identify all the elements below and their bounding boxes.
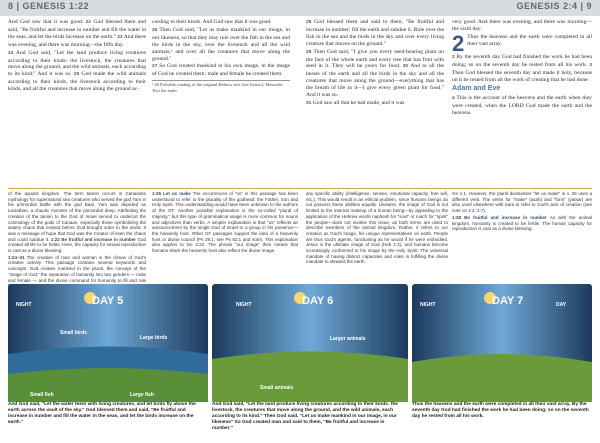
scripture-paragraph [8, 19, 146, 49]
scripture-paragraph [452, 19, 592, 33]
day6-label: DAY 6 [302, 295, 334, 307]
study-notes-column-1 [8, 191, 146, 290]
header-right: GENESIS 2:4 | 9 [516, 1, 592, 11]
note-text: God created all life to be fertile. Here, the capacity for sexual reproduction is cast as a divine blessing. [8, 236, 146, 254]
verse-text: God made the wild animals according to their kinds, the livestock according to their kinds, and all the creatures that move along the ground ac- [8, 71, 146, 93]
verse-text: By the seventh day God had finished the work he had been doing; so on the seventh day he rested from all his work. [452, 53, 592, 68]
day5-label: DAY 5 [92, 295, 124, 307]
verse-text: So God created mankind in his own image, in the image of God he created them; male and female he created them. [152, 63, 290, 78]
large-fish-label: Large fish [130, 392, 154, 398]
verse-text: Then God said, "I give you every seed-bearing plant on the face of the whole earth and every tree that has fruit with seed in it. They will be yours for food. [306, 48, 444, 70]
verse-text: Thus the heavens and the earth were completed in all their vast array. [467, 33, 592, 47]
verse-number: 30 [402, 64, 409, 70]
note-reference: 1:22 Be fruitful and increase in number [50, 236, 136, 242]
verse-text: cording to their kinds. And God saw that it was good. [152, 19, 272, 25]
caption-day6: And God said, "Let the land produce living creatures according to their kinds: the livestock, the creatures that move along the ground, and the wild animals, each according to its kind." Then God said, "Let us make mankind in our image, in our likeness" So God created man and said to them, "Be fruitful and increase in number." [212, 402, 398, 431]
scripture-paragraph [152, 63, 290, 78]
scripture-paragraph [306, 49, 444, 99]
section-heading: Adam and Eve [452, 85, 501, 93]
small-birds-label: Small birds [60, 330, 87, 336]
verse-text: And God said, "Let the land produce living creatures according to their kinds: the livestock, the creatures that move along the ground, and the wild animals, each according to its kind." And it was so. [8, 49, 146, 78]
verse-text: And there was evening, and there was morning—the fifth day. [8, 33, 147, 48]
verse-text: And to all the beasts of the earth and all the birds in the sky and all the creatures that move along the ground—everything that has the breath of life in it—I give every green plant for food." And it was so. [306, 63, 444, 99]
note-reference: 1:24–31 [8, 254, 25, 260]
note-text: of the aquatic kingdom. The term tannin occurs in Canaanite mythology for supernatural sea creatures who served the god Yam in his primordial battle with the god Baal. Yam was depicted as Leviathan, a chaotic monster of the primordial deep. Attributing the creation of the tannin to the God of Israel served to undercut the cosmology of the gods of Canaan, especially those symbolizing the watery chaos that existed before God brought order to the world. It was a message of hope that God was the Creator of even the chaos and could subdue it. [8, 191, 146, 242]
day5-panel [8, 284, 208, 402]
day-label: DAY [556, 302, 567, 308]
scripture-paragraph [8, 50, 146, 93]
study-note [8, 191, 146, 254]
day6-panel [212, 284, 408, 402]
note-reference: 1:26 Let us make [152, 191, 191, 196]
footnote: ᵃ 26 Probable reading of the original Hebrew text (see Syriac); Masoretic Text the earth [152, 80, 290, 93]
verse-text: God blessed them and said, "Be fruitful and increase in number and fill the water in the seas, and let the birds increase on the earth." [8, 19, 147, 40]
night-label: NIGHT [236, 302, 252, 308]
verse-number: 28 [306, 20, 312, 25]
large-birds-label: Large birds [140, 335, 168, 341]
verse-text: God blessed them and said to them, "Be fruitful and increase in number; fill the earth and subdue it. Rule over the fish in the sea and the birds in the sky and over every living creature that moves on the ground." [306, 19, 445, 47]
small-fish-label: Small fish [30, 392, 54, 398]
scripture-paragraph [152, 27, 290, 63]
verse-number: 25 [73, 72, 80, 78]
night-label: NIGHT [420, 302, 436, 308]
verse-number: 22 [85, 20, 91, 25]
night-label: NIGHT [16, 302, 32, 308]
verse-number: 31 [306, 100, 312, 106]
note-text: Ge 1:1. However, the plural declarative "let us make" in v. 26 uses a different verb. The verbs for "make" (asah) and "form" (yatsar) are also used elsewhere with bara to refer to God's acts of creation (see note on 2:2; 2:7). [452, 191, 592, 214]
verse-number: 24 [8, 50, 14, 56]
scripture-paragraph [152, 19, 290, 26]
study-notes-column-3 [306, 191, 448, 266]
scripture-paragraph [452, 30, 592, 56]
note-text: As with the animal kingdom, humanity is created to be fertile. The human capacity for reproduction is cast as a divine blessing. [452, 214, 592, 232]
notes-divider [8, 188, 592, 189]
verse-text: very good. And there was evening, and there was morning—the sixth day. [452, 19, 592, 32]
study-note [452, 191, 592, 214]
verse-number: 26 [152, 27, 158, 33]
scripture-paragraph [452, 95, 592, 117]
scripture-column-2 [152, 19, 290, 93]
verse-number: 27 [152, 64, 158, 70]
verse-number: 23 [117, 34, 123, 40]
verse-text: Then God blessed the seventh day and made it holy, because on it he rested from all the work of creating that he had done. [452, 69, 592, 83]
scripture-column-3 [306, 19, 444, 109]
day7-panel [412, 284, 592, 402]
scripture-column-4 [452, 19, 592, 118]
header-left: 8 | GENESIS 1:22 [8, 1, 90, 11]
study-note [452, 215, 592, 232]
page-header [0, 0, 600, 16]
study-notes-column-2 [152, 191, 298, 255]
study-notes-column-4 [452, 191, 592, 233]
scripture-paragraph [306, 19, 444, 48]
chapter-number: 2 [452, 30, 465, 56]
scripture-paragraph [452, 54, 592, 84]
scripture-paragraph [306, 100, 444, 108]
verse-text: Then God said, "Let us make mankind in our image, in our likeness, so that they may rule over the fish in the sea and the birds in the sky, over the livestock and all the wild animals,ᵃ and over all the creatures that move along the ground." [152, 26, 290, 62]
verse-number: 2 [452, 54, 455, 60]
note-reference: 1:28 Be fruitful and increase in number [452, 214, 547, 220]
verse-number: 4 [452, 96, 455, 102]
study-note [306, 191, 448, 265]
verse-text: This is the account of the heavens and the earth when they were created, when the LORD God made the earth and the heavens. [452, 95, 592, 117]
larger-animals-label: Larger animals [330, 336, 366, 342]
verse-number: 29 [306, 49, 312, 55]
note-text: The occurrences of "us" in this passage has been understood to refer to the plurality of the godhead: the Father, Son and Holy Spirit. This understanding would have been unknown to the authors of the OT. Another possible explanation is the so-called "plural of majesty," but this type of grammatical usage is more common for nouns and adjectives than verbs. A simpler explanation is that "us" reflects an announcement by the single God of Israel to a group in his presence—the heavenly host. Other OT passages support the idea of a heavenly host or divine council (Ps 29:1; see Ps 82:1 and note). This explanation also applies to Ge 3:22. The phrase "our image" then means that humans share the heavenly host also reflect the divine image. [152, 191, 298, 254]
study-note [152, 191, 298, 254]
creation-days-illustration [0, 284, 600, 402]
verse-text: God saw all that he had made, and it was [312, 99, 405, 106]
caption-day5: And God said, "Let the water teem with living creatures, and let birds fly above the earth across the vault of the sky." God blessed them and said, "Be fruitful and increase in number and fill the water in the seas, and let the birds increase on the earth." [8, 402, 196, 425]
day7-label: DAY 7 [492, 295, 524, 307]
verse-number: 3 [589, 62, 592, 68]
note-text: The creation of man and woman is the climax of God's creative activity. This passage contains several keywords and concepts. God creates mankind in the plural, the concept of the "image of God," the separation of humanity into two genders — male and female — and the divine command for humanity to fill and rule [8, 254, 146, 283]
note-text: any specific ability (intelligence, senses, emotional capacity, free will, etc.). This would result in an ethical problem, since humans beings do not possess these abilities equally. Likewise, the image of God is not limited to the internal makeup of a human being—by appealing to the application of the Hebrew words naphesh for "soul" or ruach for "spirit" the people—does not involve this issue, as both terms are used to describe members of the animal kingdom. Rather, it refers to our creation as God's image, his unique representatives on earth. People are thus God's agents, functioning as he would if he were embodied. Jesus is the ultimate image of God (Heb 1:3), and humans become increasingly conformed to his image by the Holy Spirit. The universal mandate of having distinct capacities and roles in fulfilling the divine mandate to steward the earth. [306, 191, 448, 265]
caption-day7: Thus the heavens and the earth were completed in all their vast array. By the seventh day God had finished the work he had been doing; so on the seventh day he rested from all his work. [412, 402, 589, 419]
small-animals-label: Small animals [260, 385, 294, 391]
scripture-column-1 [8, 19, 146, 94]
verse-text: And God saw that it was good. [8, 19, 86, 25]
